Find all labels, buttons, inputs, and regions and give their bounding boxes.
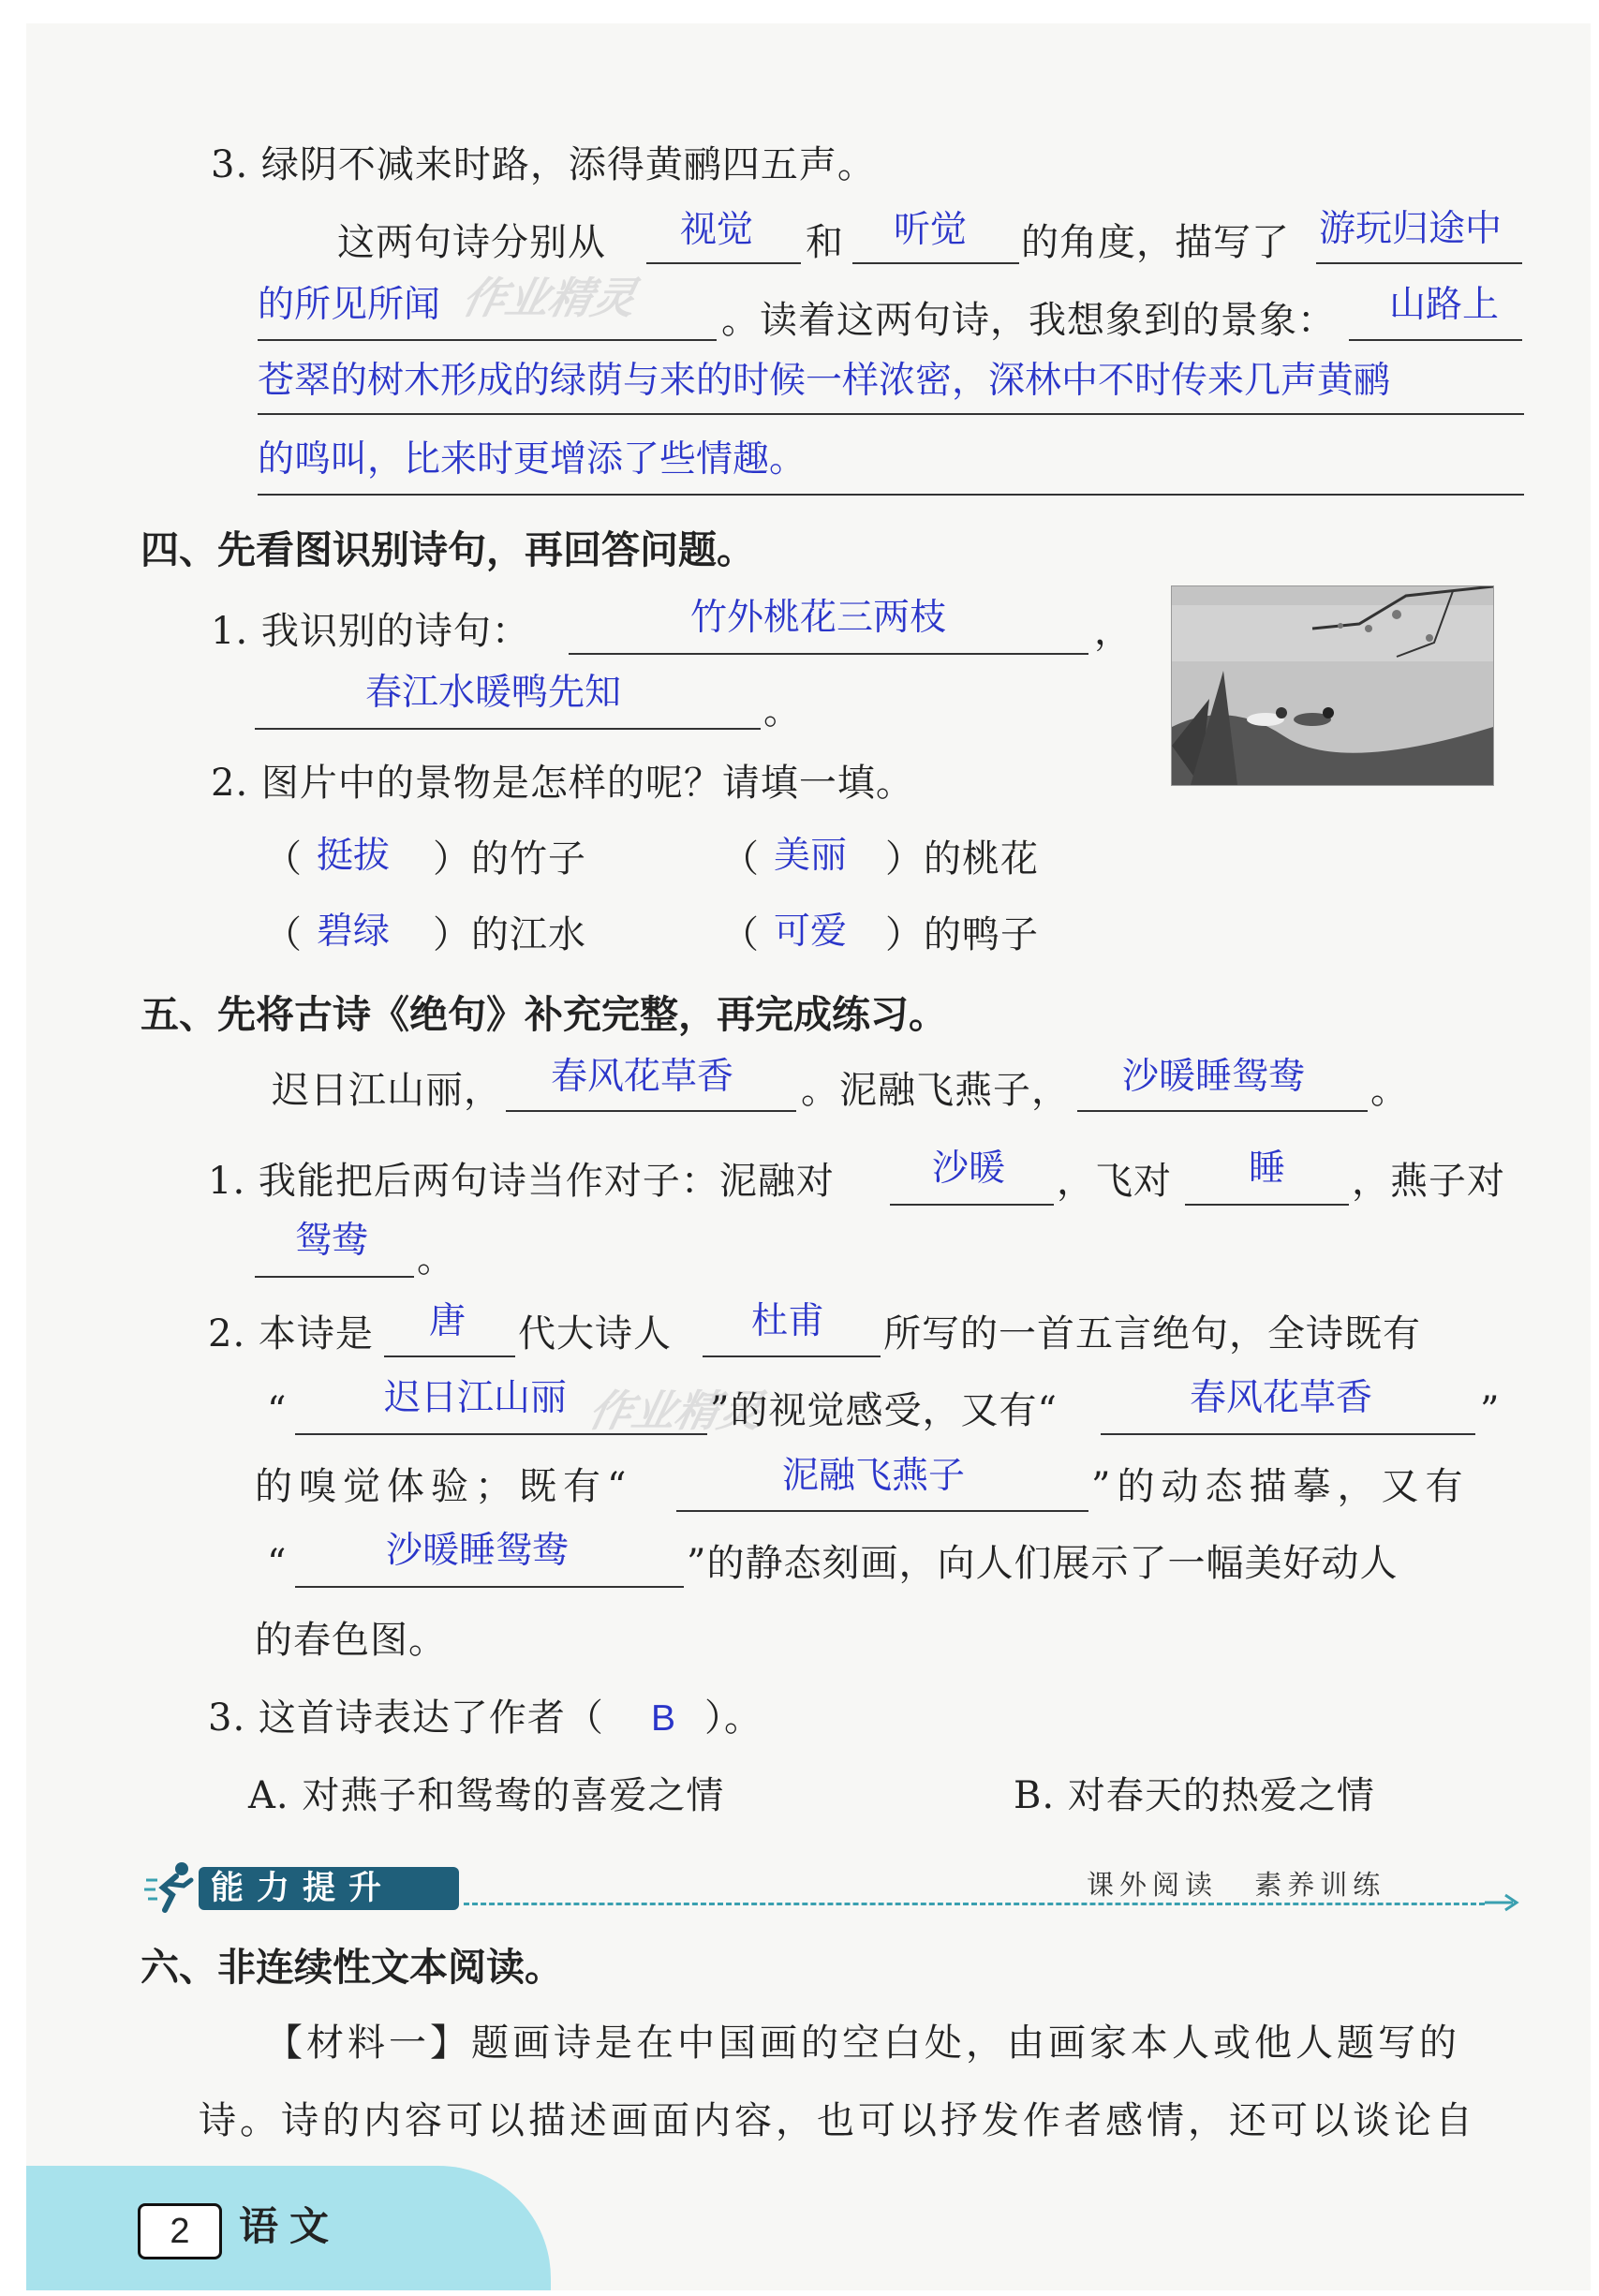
quote-open: “	[267, 1389, 288, 1432]
blank-line	[255, 1276, 414, 1278]
s5-q2-l3-post: ”的动态描摹，又有	[1091, 1465, 1470, 1508]
answer-river: 碧绿	[317, 911, 391, 953]
answer-static-line: 沙暖睡鸳鸯	[386, 1530, 570, 1572]
answer-poem-line-2: 春江水暖鸭先知	[365, 672, 622, 714]
running-person-icon	[141, 1858, 199, 1916]
blank-line	[1077, 1110, 1368, 1112]
blank-line	[1316, 262, 1522, 264]
s5-q1-text-3: ，燕子对	[1352, 1160, 1505, 1203]
s5-q2-l3-pre: 的嗅觉体验；既有“	[255, 1465, 633, 1508]
answer-smell-line: 春风花草香	[1190, 1377, 1373, 1419]
river-label: ）的江水	[433, 913, 586, 956]
comma: ，	[1094, 610, 1133, 653]
paren-open: （	[264, 837, 303, 881]
bamboo-label: ）的竹子	[433, 837, 586, 881]
banner-title: 能力提升	[211, 1870, 395, 1907]
blank-line	[258, 413, 1524, 415]
blank-line	[255, 728, 761, 730]
answer-choice: B	[651, 1698, 676, 1739]
subject-label: 语文	[239, 2203, 341, 2249]
option-a: A. 对燕子和鸳鸯的喜爱之情	[248, 1774, 725, 1817]
duck-label: ）的鸭子	[885, 913, 1039, 956]
s5-q3-text: 3. 这首诗表达了作者（	[208, 1696, 604, 1740]
answer-dynamic-line: 泥融飞燕子	[782, 1455, 966, 1497]
blank-line	[295, 1586, 684, 1588]
blank-line	[890, 1204, 1054, 1206]
answer-shanuan: 沙暖	[932, 1148, 1006, 1190]
s5-q2-text: 2. 本诗是	[208, 1312, 374, 1355]
q3-poem-line: 3. 绿阴不减来时路，添得黄鹂四五声。	[211, 143, 876, 186]
blank-line	[703, 1355, 881, 1357]
watermark: 作业精灵	[457, 273, 642, 323]
poem-part-1: 迟日江山丽，	[272, 1069, 502, 1112]
s5-q1-text: 1. 我能把后两句诗当作对子：泥融对	[208, 1160, 835, 1203]
paren-open: （	[721, 837, 760, 881]
answer-imagine-3: 的鸣叫，比来时更增添了些情趣。	[258, 438, 807, 481]
section-6-title: 六、非连续性文本阅读。	[141, 1945, 563, 1990]
s5-q2-l2-mid: ”的视觉感受，又有“	[710, 1389, 1058, 1432]
answer-duck: 可爱	[774, 911, 848, 953]
answer-imagine-2: 苍翠的树木形成的绿荫与来的时候一样浓密，深林中不时传来几声黄鹂	[258, 360, 1391, 402]
blank-line	[569, 653, 1088, 655]
answer-imagine-1: 山路上	[1389, 284, 1500, 326]
answer-poem-line-1: 竹外桃花三两枝	[690, 597, 947, 639]
blank-line	[384, 1355, 515, 1357]
s5-q2-text-2: 代大诗人	[518, 1312, 672, 1355]
s5-q1-text-2: ，飞对	[1057, 1160, 1172, 1203]
watermark: 作业精灵	[584, 1385, 768, 1436]
ducks-peach-blossom-photo	[1171, 585, 1494, 786]
q3-text-prefix: 这两句诗分别从	[337, 221, 606, 264]
answer-poem-a2: 沙暖睡鸳鸯	[1122, 1056, 1306, 1098]
option-b: B. 对春天的热爱之情	[1014, 1774, 1375, 1817]
banner-right-label: 课外阅读 素养训练	[1087, 1869, 1386, 1901]
blank-line	[676, 1510, 1088, 1512]
answer-dufu: 杜甫	[751, 1300, 825, 1342]
quote-open: “	[267, 1542, 288, 1585]
blank-line	[1101, 1433, 1475, 1435]
blank-line	[258, 494, 1524, 496]
poem-part-2: 。泥融飞燕子，	[801, 1069, 1070, 1112]
answer-poem-a1: 春风花草香	[551, 1056, 734, 1098]
blank-line	[852, 262, 1019, 264]
banner-divider	[464, 1903, 1485, 1905]
s5-q2-text-3: 所写的一首五言绝句，全诗既有	[883, 1312, 1421, 1355]
answer-scene-1: 游玩归途中	[1319, 208, 1503, 250]
q3-text-and: 和	[806, 221, 844, 264]
blank-line	[506, 1110, 796, 1112]
answer-shui: 睡	[1249, 1148, 1286, 1190]
material-1-line-2: 诗。诗的内容可以描述画面内容，也可以抒发作者感情，还可以谈论自	[199, 2099, 1476, 2142]
answer-bamboo: 挺拔	[317, 835, 391, 877]
page-number: 2	[138, 2203, 222, 2259]
paren-open: （	[721, 913, 760, 956]
quote-close: ”	[1480, 1389, 1501, 1432]
answer-visual-line: 迟日江山丽	[384, 1377, 568, 1419]
section-5-title: 五、先将古诗《绝句》补充完整，再完成练习。	[141, 992, 947, 1037]
s4-q2-label: 2. 图片中的景物是怎样的呢？请填一填。	[211, 762, 914, 805]
period: 。	[763, 689, 802, 733]
answer-tang: 唐	[429, 1300, 466, 1342]
s4-q1-label: 1. 我识别的诗句：	[211, 610, 530, 653]
blank-line	[646, 262, 801, 264]
s5-q3-end: ）。	[704, 1696, 762, 1740]
peach-label: ）的桃花	[885, 837, 1039, 881]
q3-text-imagine: 。读着这两句诗，我想象到的景象：	[721, 299, 1336, 342]
poem-part-3: 。	[1370, 1069, 1409, 1112]
section-4-title: 四、先看图识别诗句，再回答问题。	[141, 527, 755, 572]
s5-q2-l5: 的春色图。	[255, 1619, 447, 1662]
blank-line	[1349, 339, 1522, 341]
material-1-line-1: 【材料一】题画诗是在中国画的空白处，由画家本人或他人题写的	[265, 2022, 1460, 2065]
answer-scene-2: 的所见所闻	[258, 284, 441, 326]
s5-q2-l4-post: ”的静态刻画，向人们展示了一幅美好动人	[687, 1542, 1399, 1585]
photo-illustration	[1172, 586, 1493, 785]
answer-visual: 视觉	[680, 209, 754, 251]
blank-line	[258, 339, 717, 341]
blank-line	[1185, 1204, 1349, 1206]
q3-text-angle: 的角度，描写了	[1021, 221, 1290, 264]
arrow-end-icon	[1485, 1892, 1522, 1913]
paren-open: （	[264, 913, 303, 956]
answer-yuanyang: 鸳鸯	[295, 1220, 369, 1262]
answer-auditory: 听觉	[894, 209, 968, 251]
period: 。	[417, 1237, 455, 1281]
answer-peach: 美丽	[774, 835, 848, 877]
